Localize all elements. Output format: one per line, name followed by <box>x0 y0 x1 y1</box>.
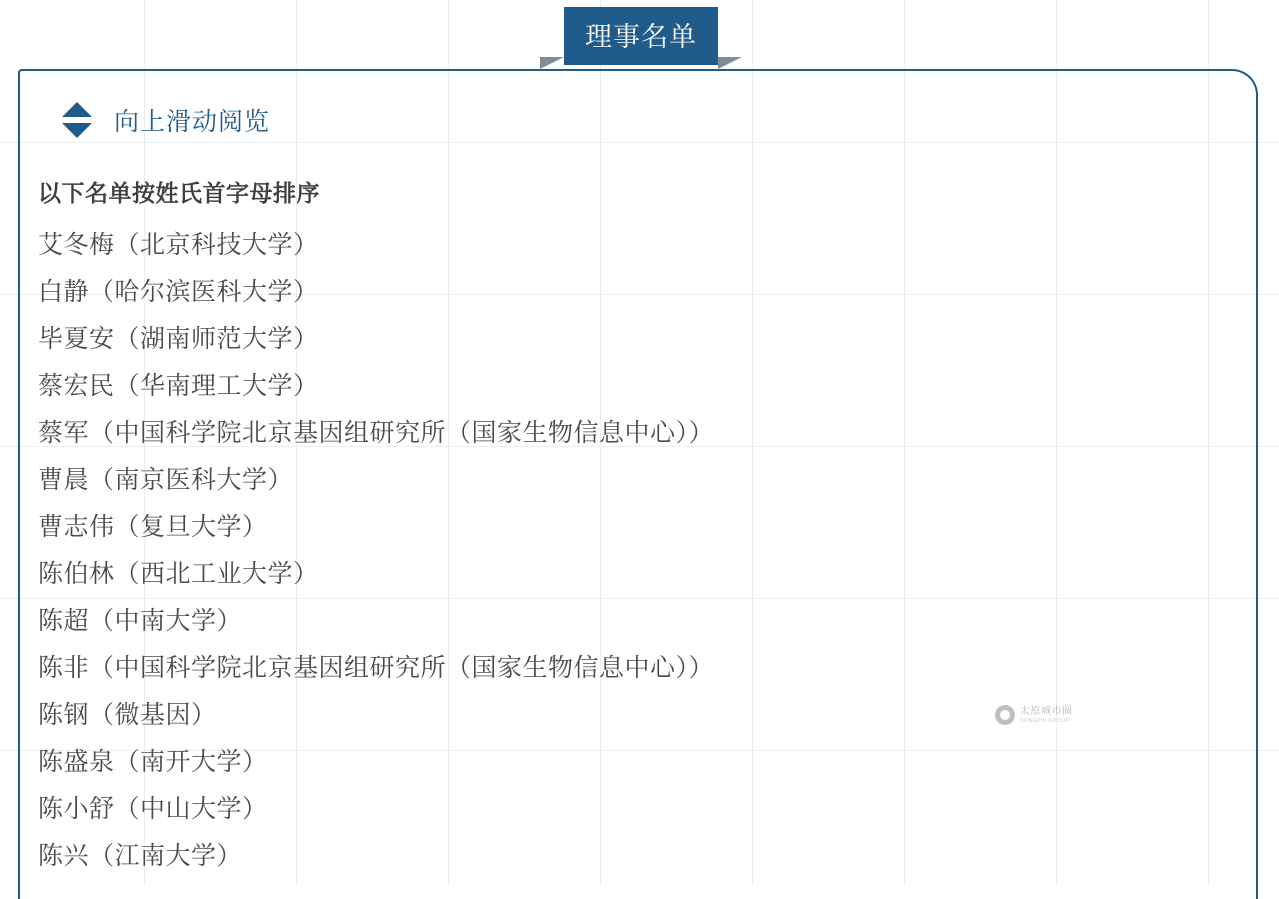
list-note: 以下名单按姓氏首字母排序 <box>38 180 320 206</box>
director-list <box>38 175 1238 880</box>
list-item: 陈超（中南大学） <box>38 607 243 635</box>
list-item: 蔡军（中国科学院北京基因组研究所（国家生物信息中心）） <box>38 419 715 447</box>
triangle-down-icon[interactable] <box>62 123 92 138</box>
watermark-logo-icon <box>995 705 1015 725</box>
list-item: 蔡宏民（华南理工大学） <box>38 372 319 400</box>
title-tab-shadow-right <box>718 57 742 69</box>
list-item: 曹晨（南京医科大学） <box>38 466 294 494</box>
watermark-sub-text: DONGZHI GROUP <box>1020 717 1070 724</box>
list-item: 毕夏安（湖南师范大学） <box>38 325 319 353</box>
watermark-main-text: 太原城市圈 <box>1020 705 1073 717</box>
watermark <box>995 703 1080 727</box>
watermark-text <box>1020 707 1073 724</box>
list-item: 陈小舒（中山大学） <box>38 795 268 823</box>
scroll-hint[interactable] <box>62 102 270 138</box>
page-title-bar <box>0 0 1279 72</box>
page-title: 理事名单 <box>564 7 718 65</box>
list-item: 陈伯林（西北工业大学） <box>38 560 319 588</box>
title-tab-shadow-left <box>540 57 564 69</box>
list-item: 陈钢（微基因） <box>38 701 217 729</box>
list-item: 白静（哈尔滨医科大学） <box>38 278 319 306</box>
list-item: 曹志伟（复旦大学） <box>38 513 268 541</box>
list-item: 艾冬梅（北京科技大学） <box>38 231 319 259</box>
list-item: 陈盛泉（南开大学） <box>38 748 268 776</box>
list-item: 陈兴（江南大学） <box>38 842 243 870</box>
scroll-arrows[interactable] <box>62 102 92 138</box>
list-item: 陈非（中国科学院北京基因组研究所（国家生物信息中心）） <box>38 654 715 682</box>
scroll-hint-label: 向上滑动阅览 <box>114 108 271 136</box>
triangle-up-icon[interactable] <box>62 102 92 117</box>
